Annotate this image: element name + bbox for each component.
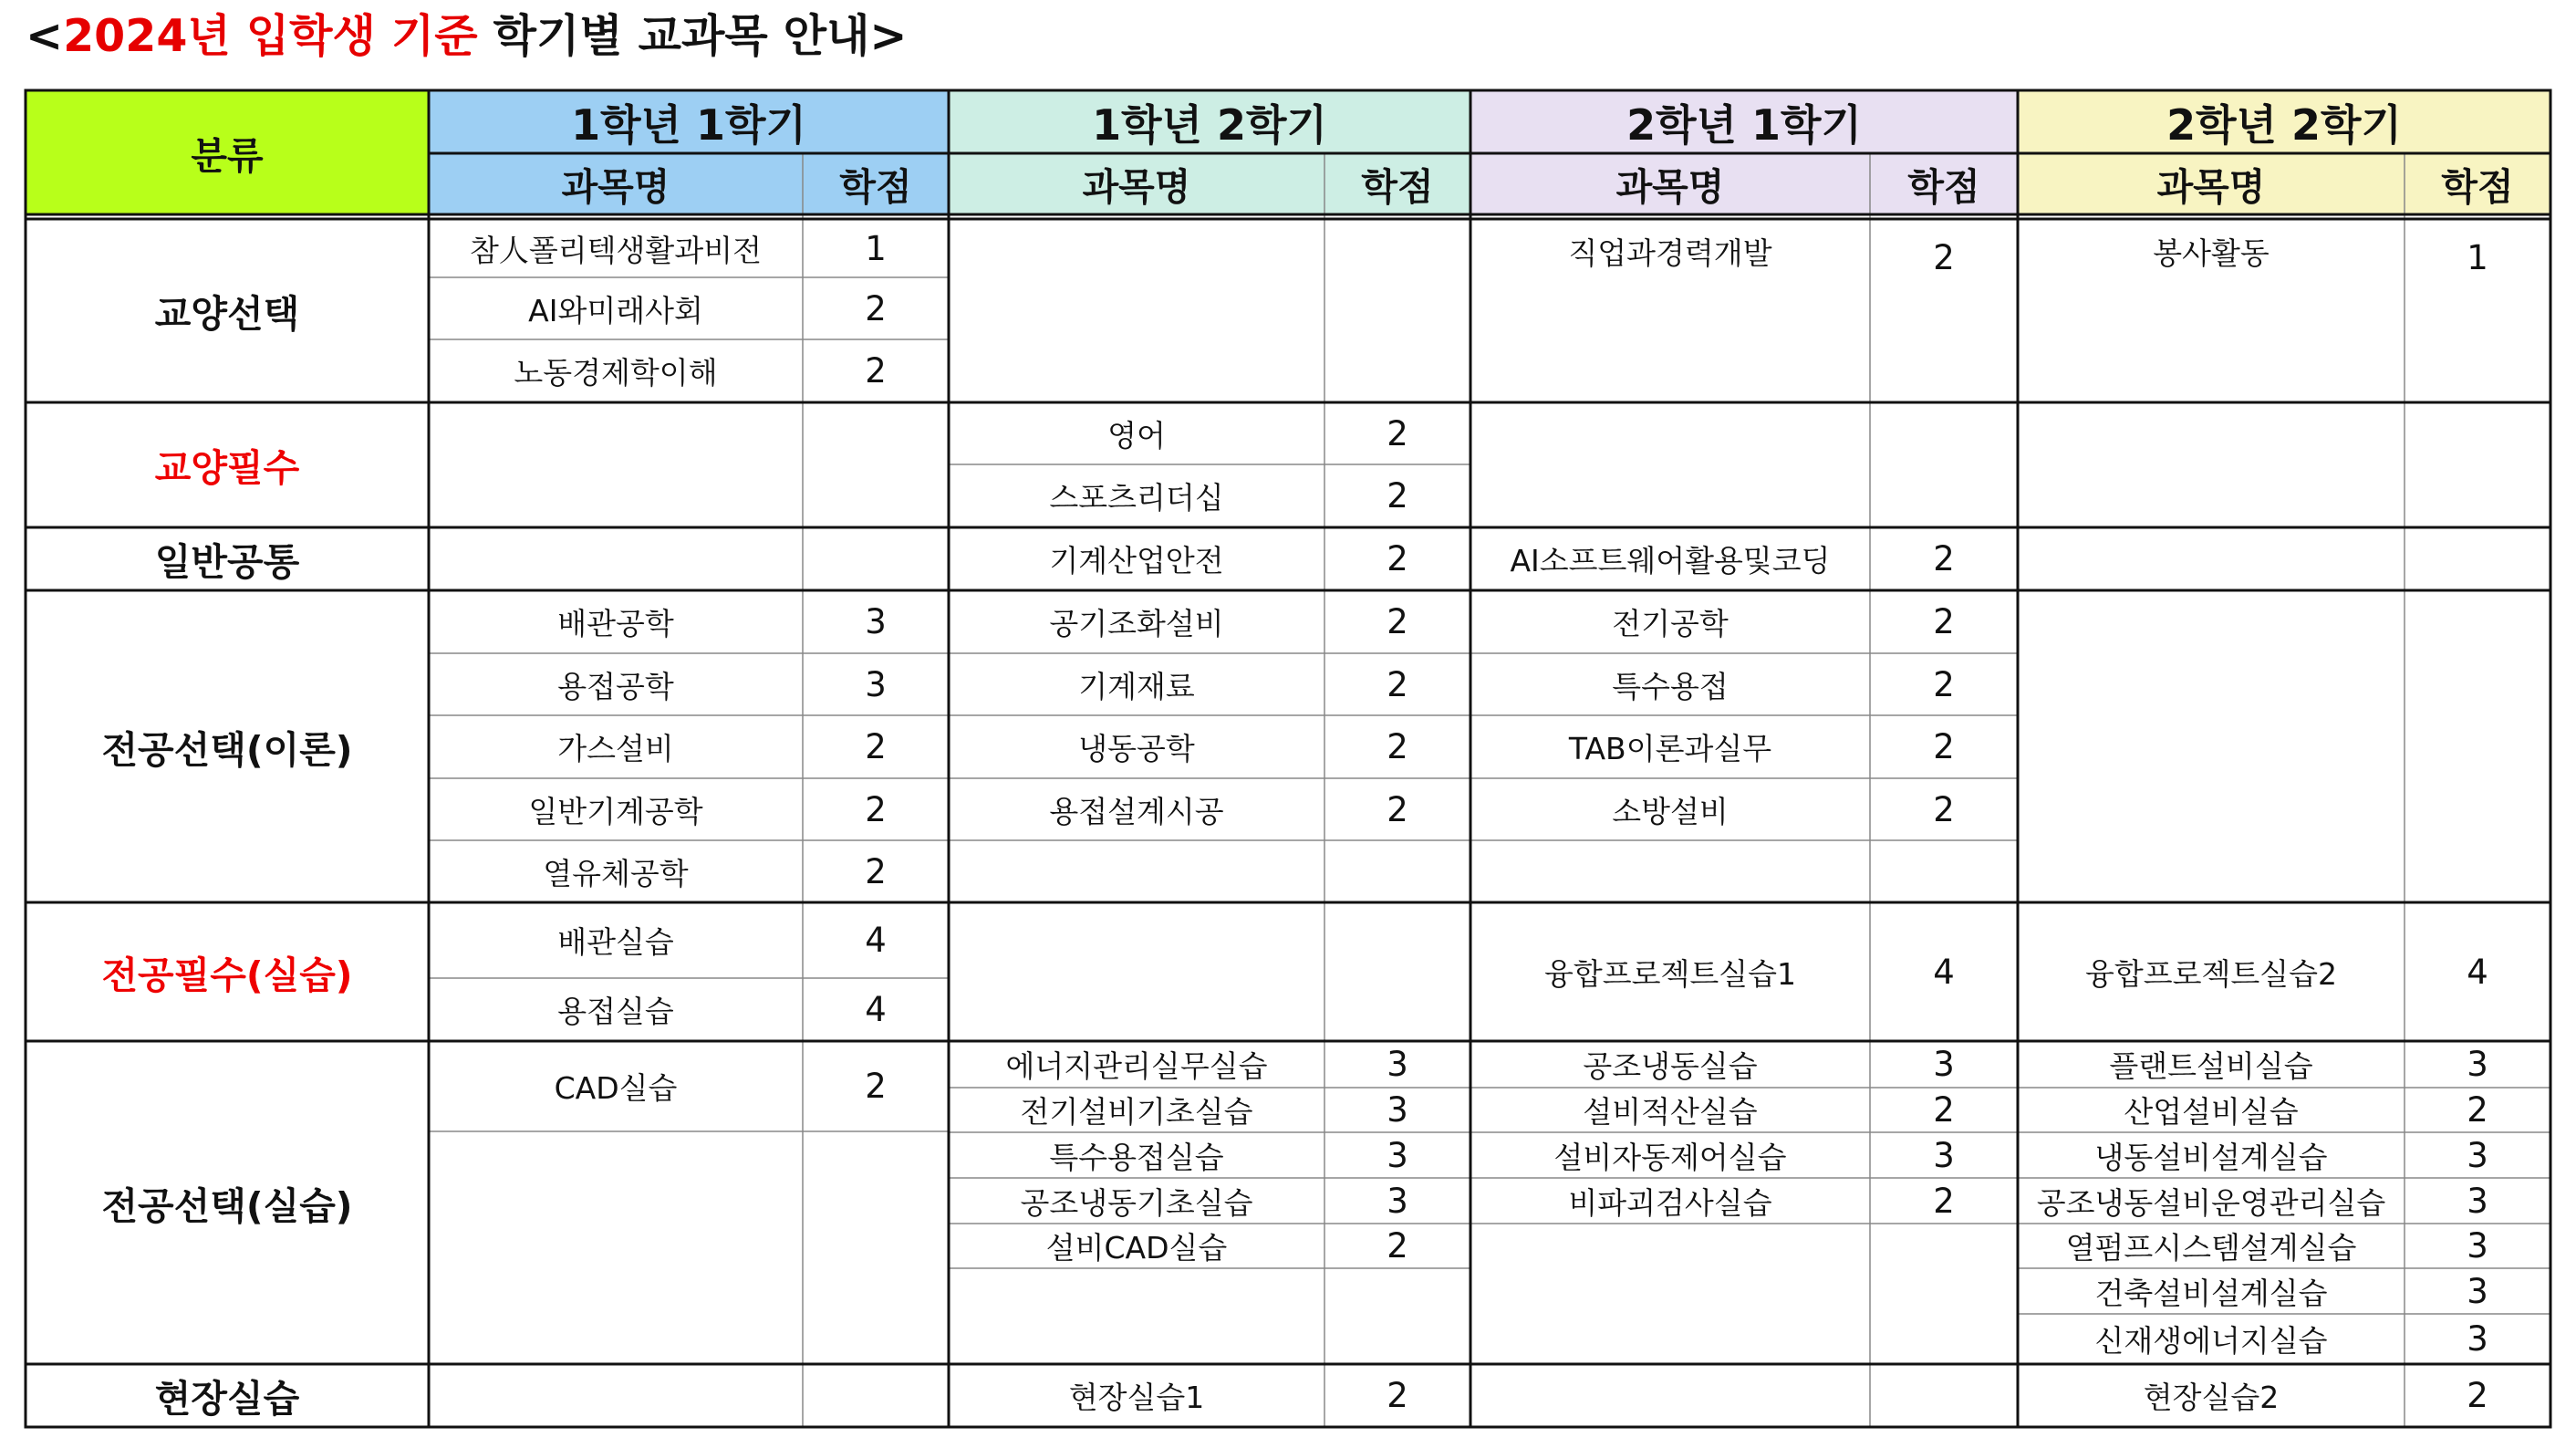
course-credit: 2 bbox=[1933, 238, 1955, 277]
course-credit: 2 bbox=[865, 288, 887, 328]
course-credit: 3 bbox=[1387, 1090, 1408, 1130]
course-name: 플랜트설비실습 bbox=[2109, 1048, 2313, 1084]
course-name: 공기조화설비 bbox=[1049, 606, 1224, 641]
category-general-common: 일반공통 bbox=[154, 540, 300, 584]
course-credit: 4 bbox=[1933, 952, 1955, 992]
course-credit: 2 bbox=[2467, 1090, 2488, 1130]
header-course-name: 과목명 bbox=[2156, 165, 2266, 209]
course-credit: 3 bbox=[1387, 1181, 1408, 1221]
header-credit: 학점 bbox=[1361, 165, 1434, 209]
course-credit: 3 bbox=[1387, 1135, 1408, 1175]
course-name: 영어 bbox=[1107, 417, 1166, 453]
course-name: 가스설비 bbox=[557, 731, 674, 766]
course-name: 설비자동제어실습 bbox=[1553, 1139, 1787, 1175]
category-major-elective-theory: 전공선택(이론) bbox=[101, 727, 353, 772]
course-name: 특수용접실습 bbox=[1049, 1139, 1224, 1175]
header-category: 분류 bbox=[191, 133, 264, 178]
course-credit: 1 bbox=[865, 228, 887, 268]
title-highlight: 2024년 입학생 기준 bbox=[63, 10, 478, 62]
course-credit: 3 bbox=[865, 664, 887, 704]
course-credit: 2 bbox=[1387, 539, 1408, 578]
course-name: 전기공학 bbox=[1612, 606, 1729, 641]
category-liberal-required: 교양필수 bbox=[154, 446, 300, 490]
course-name: 노동경제학이해 bbox=[514, 355, 718, 391]
course-credit: 4 bbox=[2467, 952, 2488, 992]
course-name: 신재생에너지실습 bbox=[2094, 1323, 2328, 1359]
course-credit: 2 bbox=[1387, 789, 1408, 829]
course-name: 설비적산실습 bbox=[1583, 1094, 1758, 1130]
course-name: 냉동공학 bbox=[1078, 731, 1195, 766]
course-name: 열유체공학 bbox=[543, 855, 689, 891]
course-name: 설비CAD실습 bbox=[1045, 1230, 1228, 1266]
header-semester-1-2: 1학년 2학기 bbox=[1092, 99, 1327, 150]
course-name: 건축설비설계실습 bbox=[2094, 1275, 2328, 1311]
course-name: 산업설비실습 bbox=[2124, 1094, 2299, 1130]
header-credit: 학점 bbox=[839, 165, 912, 209]
course-credit: 2 bbox=[1933, 1181, 1955, 1221]
course-credit: 2 bbox=[1933, 539, 1955, 578]
course-name: AI소프트웨어활용및코딩 bbox=[1510, 543, 1831, 578]
course-credit: 2 bbox=[1387, 1226, 1408, 1266]
course-credit: 2 bbox=[865, 1067, 887, 1106]
course-name: 전기설비기초실습 bbox=[1020, 1094, 1253, 1130]
header-credit: 학점 bbox=[2441, 165, 2514, 209]
course-credit: 3 bbox=[2467, 1045, 2488, 1084]
course-name: 일반기계공학 bbox=[528, 793, 703, 829]
title-open: < bbox=[26, 10, 64, 62]
course-name: 스포츠리더십 bbox=[1049, 480, 1224, 516]
title-rest: 학기별 교과목 안내> bbox=[477, 10, 908, 62]
course-credit: 2 bbox=[1387, 413, 1408, 453]
course-credit: 3 bbox=[2467, 1135, 2488, 1175]
course-name: 공조냉동기초실습 bbox=[1020, 1184, 1253, 1221]
course-credit: 3 bbox=[1387, 1045, 1408, 1084]
course-name: 융합프로젝트실습2 bbox=[2084, 955, 2338, 992]
course-name: 냉동설비설계실습 bbox=[2094, 1139, 2328, 1175]
course-name: 봉사활동 bbox=[2153, 234, 2270, 271]
course-name: 비파괴검사실습 bbox=[1568, 1184, 1772, 1221]
course-credit: 3 bbox=[2467, 1226, 2488, 1266]
header-course-name: 과목명 bbox=[1615, 165, 1725, 209]
course-name: 용접설계시공 bbox=[1049, 793, 1224, 829]
course-credit: 2 bbox=[1933, 1090, 1955, 1130]
course-credit: 3 bbox=[1933, 1045, 1955, 1084]
course-name: 공조냉동설비운영관리실습 bbox=[2036, 1184, 2386, 1221]
course-name: 융합프로젝트실습1 bbox=[1543, 955, 1797, 992]
category-major-elective-practice: 전공선택(실습) bbox=[101, 1183, 353, 1228]
course-name: AI와미래사회 bbox=[528, 292, 703, 328]
course-name: 현장실습1 bbox=[1068, 1380, 1205, 1415]
header-semester-1-1: 1학년 1학기 bbox=[571, 99, 806, 150]
category-liberal-elective: 교양선택 bbox=[154, 292, 300, 336]
course-credit: 2 bbox=[1933, 727, 1955, 766]
course-name: 용접공학 bbox=[557, 668, 674, 704]
course-name: 용접실습 bbox=[557, 994, 674, 1029]
course-name: 에너지관리실무실습 bbox=[1005, 1048, 1268, 1084]
course-name: 배관실습 bbox=[557, 924, 674, 960]
course-name: CAD실습 bbox=[554, 1070, 678, 1106]
course-name: TAB이론과실무 bbox=[1568, 731, 1772, 766]
course-credit: 2 bbox=[1933, 602, 1955, 641]
course-credit: 3 bbox=[1933, 1135, 1955, 1175]
course-credit: 2 bbox=[865, 351, 887, 391]
course-name: 기계산업안전 bbox=[1049, 543, 1224, 578]
course-credit: 2 bbox=[1933, 664, 1955, 704]
course-name: 현장실습2 bbox=[2143, 1380, 2280, 1415]
course-credit: 3 bbox=[865, 602, 887, 641]
course-credit: 3 bbox=[2467, 1271, 2488, 1311]
course-name: 기계재료 bbox=[1078, 668, 1195, 704]
course-name: 직업과경력개발 bbox=[1568, 234, 1772, 271]
course-credit: 2 bbox=[1933, 789, 1955, 829]
course-credit: 2 bbox=[865, 789, 887, 829]
course-credit: 2 bbox=[1387, 727, 1408, 766]
header-course-name: 과목명 bbox=[561, 165, 670, 209]
course-credit: 4 bbox=[865, 990, 887, 1029]
header-semester-2-2: 2학년 2학기 bbox=[2166, 99, 2402, 150]
course-credit: 3 bbox=[2467, 1319, 2488, 1359]
category-major-required-practice: 전공필수(실습) bbox=[101, 953, 353, 997]
header-semester-2-1: 2학년 1학기 bbox=[1626, 99, 1862, 150]
course-credit: 3 bbox=[2467, 1181, 2488, 1221]
course-credit: 2 bbox=[1387, 602, 1408, 641]
course-credit: 4 bbox=[865, 921, 887, 960]
course-name: 참人폴리텍생활과비전 bbox=[470, 232, 762, 268]
course-name: 소방설비 bbox=[1612, 793, 1729, 829]
course-name: 공조냉동실습 bbox=[1583, 1048, 1758, 1084]
category-field-practice: 현장실습 bbox=[154, 1377, 300, 1421]
course-credit: 2 bbox=[1387, 476, 1408, 516]
course-credit: 2 bbox=[1387, 664, 1408, 704]
course-credit: 2 bbox=[865, 727, 887, 766]
course-name: 배관공학 bbox=[557, 606, 674, 641]
header-credit: 학점 bbox=[1907, 165, 1980, 209]
course-credit: 2 bbox=[865, 851, 887, 891]
course-name: 열펌프시스템설계실습 bbox=[2065, 1230, 2357, 1266]
course-credit: 2 bbox=[2467, 1376, 2488, 1415]
course-credit: 2 bbox=[1387, 1376, 1408, 1415]
course-credit: 1 bbox=[2467, 238, 2488, 277]
course-name: 특수용접 bbox=[1612, 668, 1729, 704]
header-course-name: 과목명 bbox=[1082, 165, 1191, 209]
